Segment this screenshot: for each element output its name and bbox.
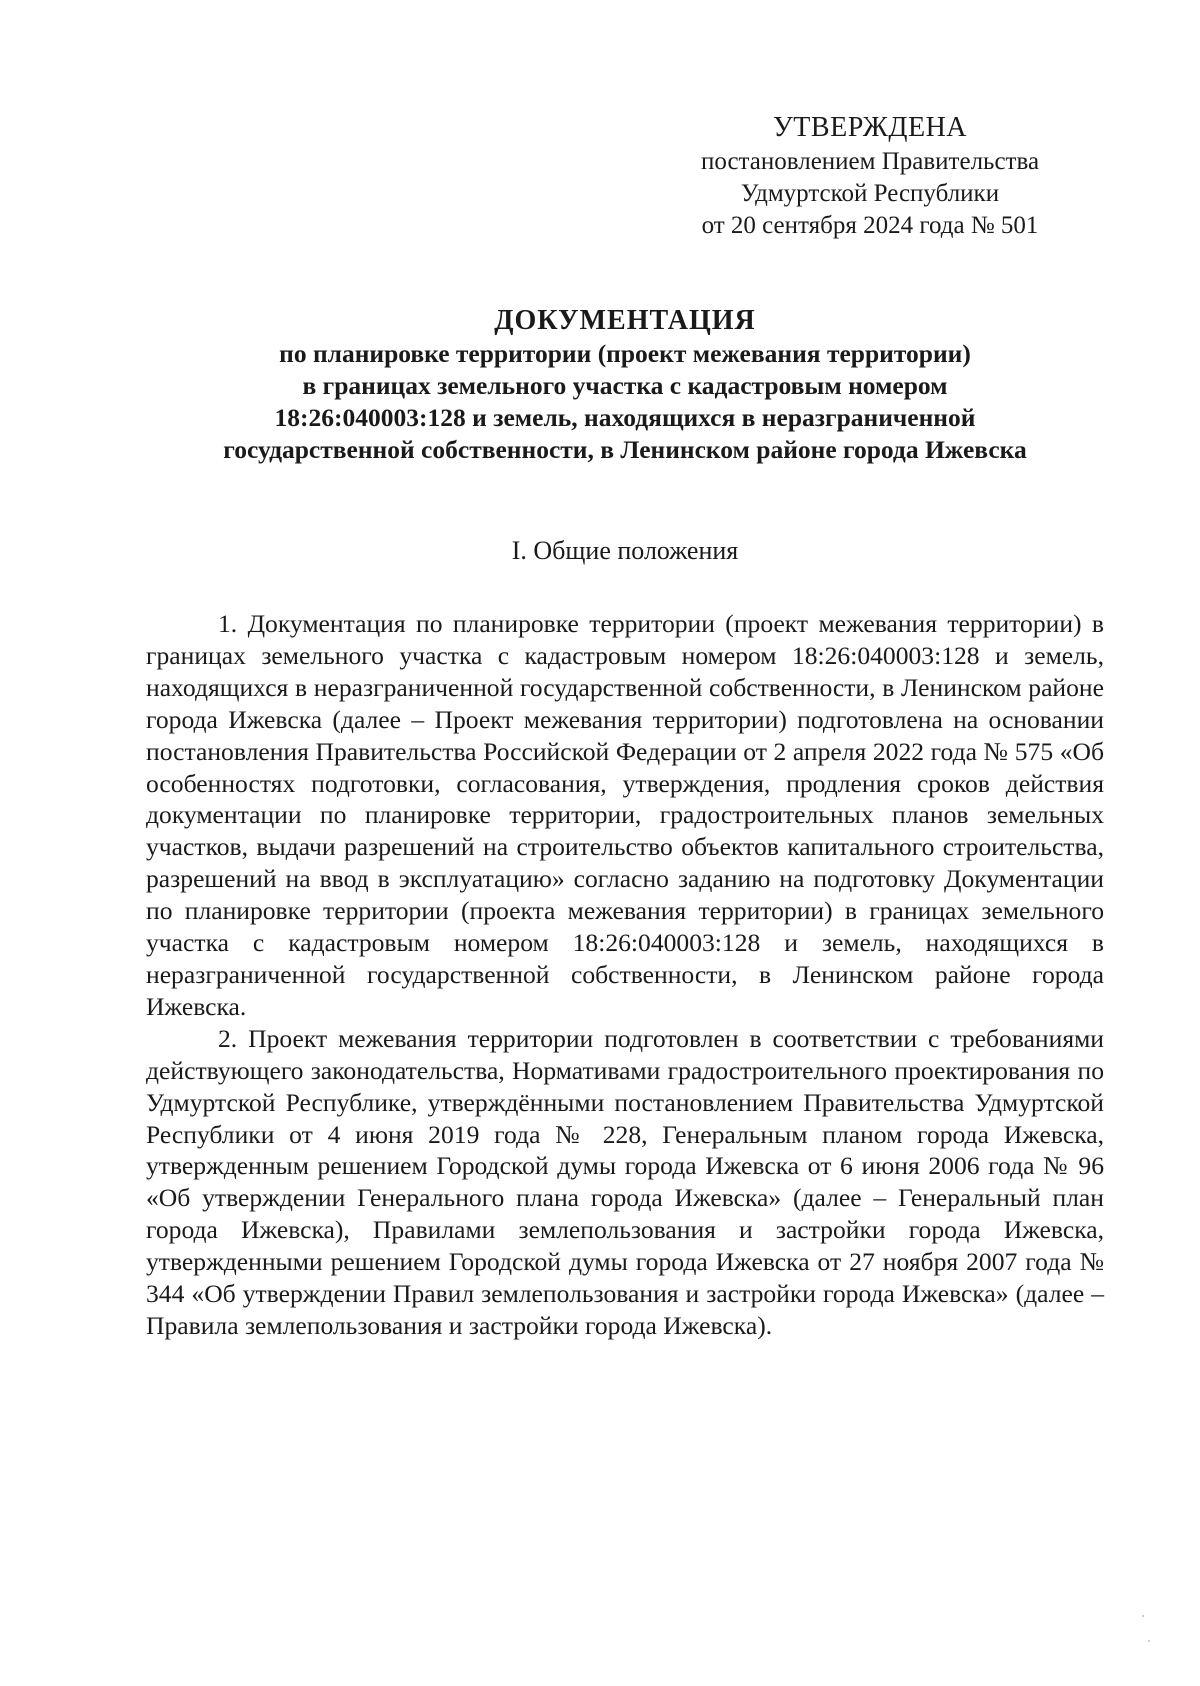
document-title-main: ДОКУМЕНТАЦИЯ: [494, 305, 756, 336]
approval-line-2: Удмуртской Республики: [740, 180, 1000, 207]
section-heading: I. Общие положения: [511, 536, 739, 565]
scan-speck: [1148, 1640, 1150, 1642]
approval-heading: УТВЕРЖДЕНА: [772, 112, 968, 143]
document-title-line-3: 18:26:040003:128 и земель, находящихся в неразграниченной: [274, 403, 976, 432]
document-title-line-4: государственной собственности, в Ленинском районе города Ижевска: [223, 435, 1027, 464]
paragraph-2: 2. Проект межевания территории подготовлен в соответствии с требованиями действующего законодательства, Нормативами градостроительного проектирования по Удмуртской Республике, утверждёнными постановлением Правительства Удмуртской Республики от 4 июня 2019 года № 228, Генеральным планом города Ижевска, утвержденным решением Городской думы города Ижевска от 6 июня 2006 года № 96 «Об утверждении Генерального плана города Ижевска» (далее – Генеральный план города Ижевска), Правилами землепользования и застройки города Ижевска, утвержденными решением Городской думы города Ижевска от 27 ноября 2007 года № 344 «Об утверждении Правил землепользования и застройки города Ижевска» (далее – Правила землепользования и застройки города Ижевска).: [146, 1023, 1104, 1340]
document-title: [150, 305, 1100, 466]
paragraph-1: 1. Документация по планировке территории (проект межевания территории) в границах земельного участка с кадастровым номером 18:26:040003:128 и земель, находящихся в неразграниченной государственной собственности, в Ленинском районе города Ижевска (далее – Проект межевания территории) подготовлена на основании постановления Правительства Российской Федерации от 2 апреля 2022 года № 575 «Об особенностях подготовки, согласования, утверждения, продления сроков действия документации по планировке территории, градостроительных планов земельных участков, выдачи разрешений на строительство объектов капитального строительства, разрешений на ввод в эксплуатацию» согласно заданию на подготовку Документации по планировке территории (проекта межевания территории) в границах земельного участка с кадастровым номером 18:26:040003:128 и земель, находящихся в неразграниченной государственной собственности, в Ленинском районе города Ижевска.: [146, 609, 1104, 1021]
scan-speck: [1142, 1615, 1144, 1617]
body-text: [146, 608, 1104, 1342]
document-title-line-1: по планировке территории (проект межевания территории): [279, 339, 971, 368]
approval-stamp: [660, 112, 1080, 242]
approval-line-1: постановлением Правительства: [700, 148, 1040, 175]
approval-line-3: от 20 сентября 2024 года № 501: [701, 212, 1039, 239]
document-title-line-2: в границах земельного участка с кадастровым номером: [302, 371, 948, 400]
